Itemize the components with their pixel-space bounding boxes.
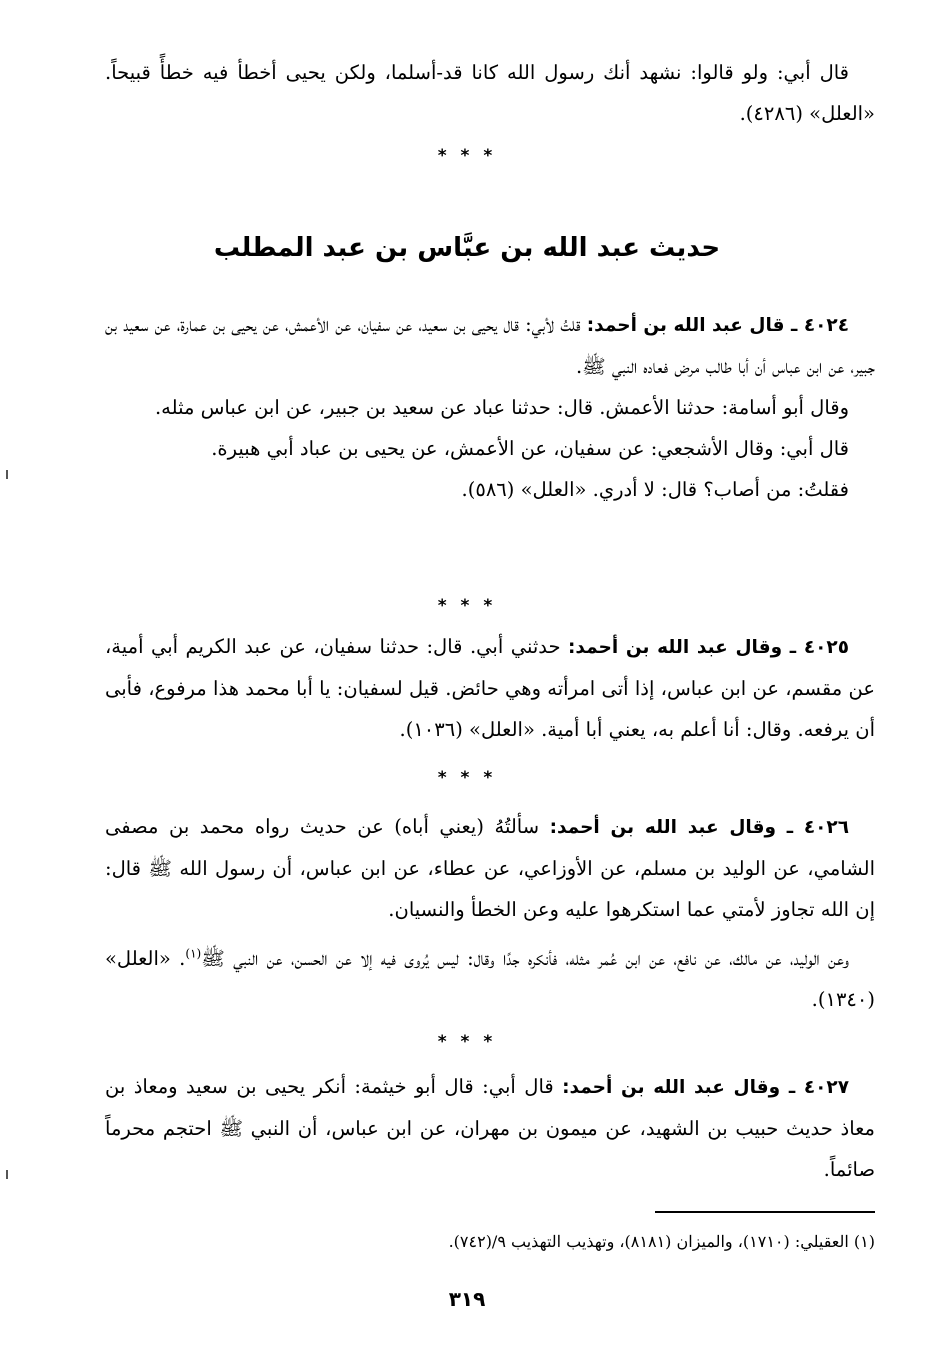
entry-number-label: ٤٠٢٦ ـ وقال عبد الله بن أحمد: bbox=[549, 817, 849, 838]
separator-stars: * * * bbox=[437, 146, 497, 166]
page-number: ٣١٩ bbox=[448, 1287, 486, 1311]
entry-4024-paragraph-2: وقال أبو أسامة: حدثنا الأعمش. قال: حدثنا عباد عن سعيد بن جبير، عن ابن عباس مثله. bbox=[154, 396, 849, 419]
separator-stars: * * * bbox=[437, 596, 497, 616]
section-title: حديث عبد الله بن عبَّاس بن عبد المطلب bbox=[213, 233, 721, 263]
entry-4024-paragraph-1: ٤٠٢٤ ـ قال عبد الله بن أحمد: قلتُ لأبي: قال يحيى بن سعيد، عن سفيان، عن الأعمش، عن يحيى بن عمارة، عن سعيد بن جبير، عن ابن عباس أن أبا طالب مرض فعاده النبي ﷺ. bbox=[105, 313, 875, 378]
entry-4024-paragraph-3: قال أبي: وقال الأشجعي: عن سفيان، عن الأعمش، عن يحيى بن عباد أبي هبيرة. bbox=[211, 437, 849, 460]
top-paragraph-text: قال أبي: ولو قالوا: نشهد أنك رسول الله كانا قد-أسلما، ولكن يحيى أخطأ فيه خطأً قبيحاً. «العلل» (٤٢٨٦). bbox=[105, 61, 875, 125]
footnote-marker[interactable]: (١) bbox=[185, 946, 202, 961]
entry-4027-paragraph-1: ٤٠٢٧ ـ وقال عبد الله بن أحمد: قال أبي: قال أبو خيثمة: أنكر يحيى بن سعيد ومعاذ بن معاذ حديث حبيب بن الشهيد، عن ميمون بن مهران، عن ابن عباس، أن النبي ﷺ احتجم محرماً صائماً. bbox=[105, 1075, 875, 1181]
entry-4025-paragraph-1: ٤٠٢٥ ـ وقال عبد الله بن أحمد: حدثني أبي. قال: حدثنا سفيان، عن عبد الكريم أبي أمية، عن مقسم، عن ابن عباس، إذا أتى امرأته وهي حائض. قيل لسفيان: يا أبا محمد هذا مرفوع، فأبى أن يرفعه. وقال: أنا أعلم به، يعني أبا أمية. «العلل» (١٠٣٦). bbox=[105, 635, 875, 741]
entry-number-label: ٤٠٢٤ ـ قال عبد الله بن أحمد: bbox=[586, 315, 849, 336]
scan-mark bbox=[6, 470, 8, 479]
entry-4026 bbox=[105, 806, 875, 1020]
entry-4024-paragraph-4: فقلتُ: من أصاب؟ قال: لا أدري. «العلل» (٥٨٦). bbox=[461, 478, 849, 501]
footnote-divider bbox=[655, 1211, 875, 1213]
footnote: (١) العقيلي: (١٧١٠)، والميزان (٨١٨١)، وتهذيب التهذيب ٩/(٧٤٢). bbox=[448, 1232, 875, 1251]
top-paragraph bbox=[105, 52, 875, 134]
entry-4026-paragraph-2: وعن الوليد، عن مالك، عن نافع، عن ابن عُمر مثله، فأنكره جدًا وقال: ليس يُروى فيه إلا عن الحسن، عن النبي ﷺ$^{(١)}$. «العلل» (١٣٤٠). bbox=[105, 946, 875, 1011]
scan-mark bbox=[6, 1170, 8, 1179]
separator-stars: * * * bbox=[437, 768, 497, 788]
entry-4026-paragraph-1: ٤٠٢٦ ـ وقال عبد الله بن أحمد: سألتُهُ (يعني أباه) عن حديث رواه محمد بن مصفى الشامي، عن الوليد بن مسلم، عن الأوزاعي، عن عطاء، عن ابن عباس، أن رسول الله ﷺ قال: إن الله تجاوز لأمتي عما استكرهوا عليه وعن الخطأ والنسيان. bbox=[105, 815, 875, 921]
separator-stars: * * * bbox=[437, 1032, 497, 1052]
entry-4025 bbox=[105, 626, 875, 750]
entry-4027 bbox=[105, 1066, 875, 1190]
entry-4024 bbox=[105, 304, 875, 510]
entry-number-label: ٤٠٢٧ ـ وقال عبد الله بن أحمد: bbox=[562, 1077, 849, 1098]
entry-number-label: ٤٠٢٥ ـ وقال عبد الله بن أحمد: bbox=[568, 637, 849, 658]
